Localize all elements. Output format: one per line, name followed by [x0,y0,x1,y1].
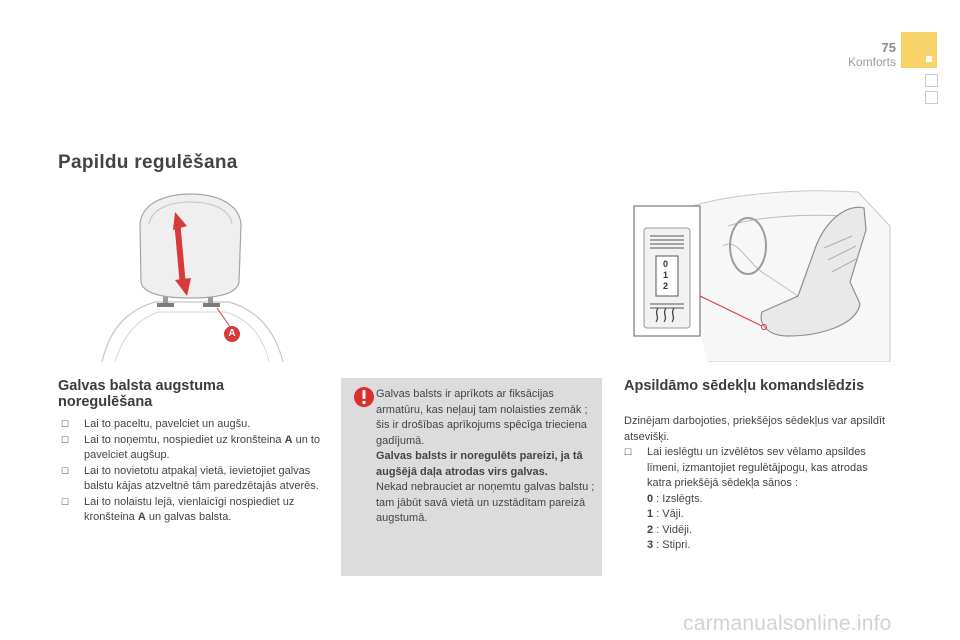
heat-option: 0 : Izslēgts. [647,492,703,505]
list-item: ☐ Lai to novietotu atpakaļ vietā, ievietojiet galvas balstu kājas atzveltnē tām paredzētajās atverēs. [61,464,319,492]
list-item: ☐ Lai ieslēgtu un izvēlētos sev vēlamo apsildes līmeni, izmantojiet regulētājpogu, kas atrodas katra priekšējā sēdekļa sānos : [624,446,868,489]
list-item: ☐ Lai to noņemtu, nospiediet uz kronšteina A un to pavelciet augšup. [61,433,321,461]
section-heading-headrest: Galvas balsta augstuma noregulēšana [58,378,225,410]
heated-seat-instructions [624,414,894,554]
warning-paragraph: Galvas balsts ir aprīkots ar fiksācijas armatūru, kas neļauj tam nolaisties zemāk ; šis ir drošības aprīkojums spēcīga trieciena gadījumā. [376,388,588,447]
heated-seat-intro: Dzinējam darbojoties, priekšējos sēdekļus var apsildīt atsevišķi. [624,415,886,443]
checkbox-glyph-icon: ☐ [61,434,70,445]
heat-option: 2 : Vidēji. [647,523,693,536]
dial-label-1: 1 [663,270,669,280]
heat-option: 3 : Stipri. [647,539,691,551]
warning-bold-paragraph: Galvas balsts ir noregulēts pareizi, ja tā augšējā daļa atrodas virs galvas. [376,450,583,478]
heat-level-options [624,492,894,554]
list-item: ☐ Lai to paceltu, pavelciet un augšu. [61,417,323,433]
dial-label-0: 0 [663,259,669,269]
warning-box [341,378,602,576]
heat-option: 1 : Vāji. [647,508,684,520]
heated-seat-illustration [628,186,898,362]
exclamation-warning-icon [353,386,375,408]
page-number: 75 [881,40,896,55]
section-heading-heated-seat: Apsildāmo sēdekļu komandslēdzis [624,378,865,394]
checkbox-glyph-icon: ☐ [61,465,70,476]
tab-marker-icon [926,56,932,62]
checkbox-glyph-icon: ☐ [61,496,70,507]
warning-text [376,387,598,527]
chapter-tab[interactable] [925,74,938,87]
checkbox-glyph-icon: ☐ [624,447,633,457]
watermark-url: carmanualsonline.info [683,612,892,635]
chapter-title: Komforts [847,55,896,69]
list-item: ☐ Lai to nolaistu lejā, vienlaicīgi nospiediet uz kronšteina A un galvas balsta. [61,495,295,523]
warning-paragraph: Nekad nebrauciet ar noņemtu galvas balstu ; tam jābūt savā vietā un uzstādītam pareizā augstumā. [376,481,595,524]
page-title: Papildu regulēšana [58,152,238,173]
marker-a-badge: A [224,326,240,342]
checkbox-glyph-icon: ☐ [61,419,70,429]
headrest-illustration [97,190,287,362]
chapter-tab-active[interactable] [901,32,937,68]
headrest-instructions [61,417,323,526]
dial-label-2: 2 [663,281,669,291]
chapter-tab[interactable] [925,91,938,104]
